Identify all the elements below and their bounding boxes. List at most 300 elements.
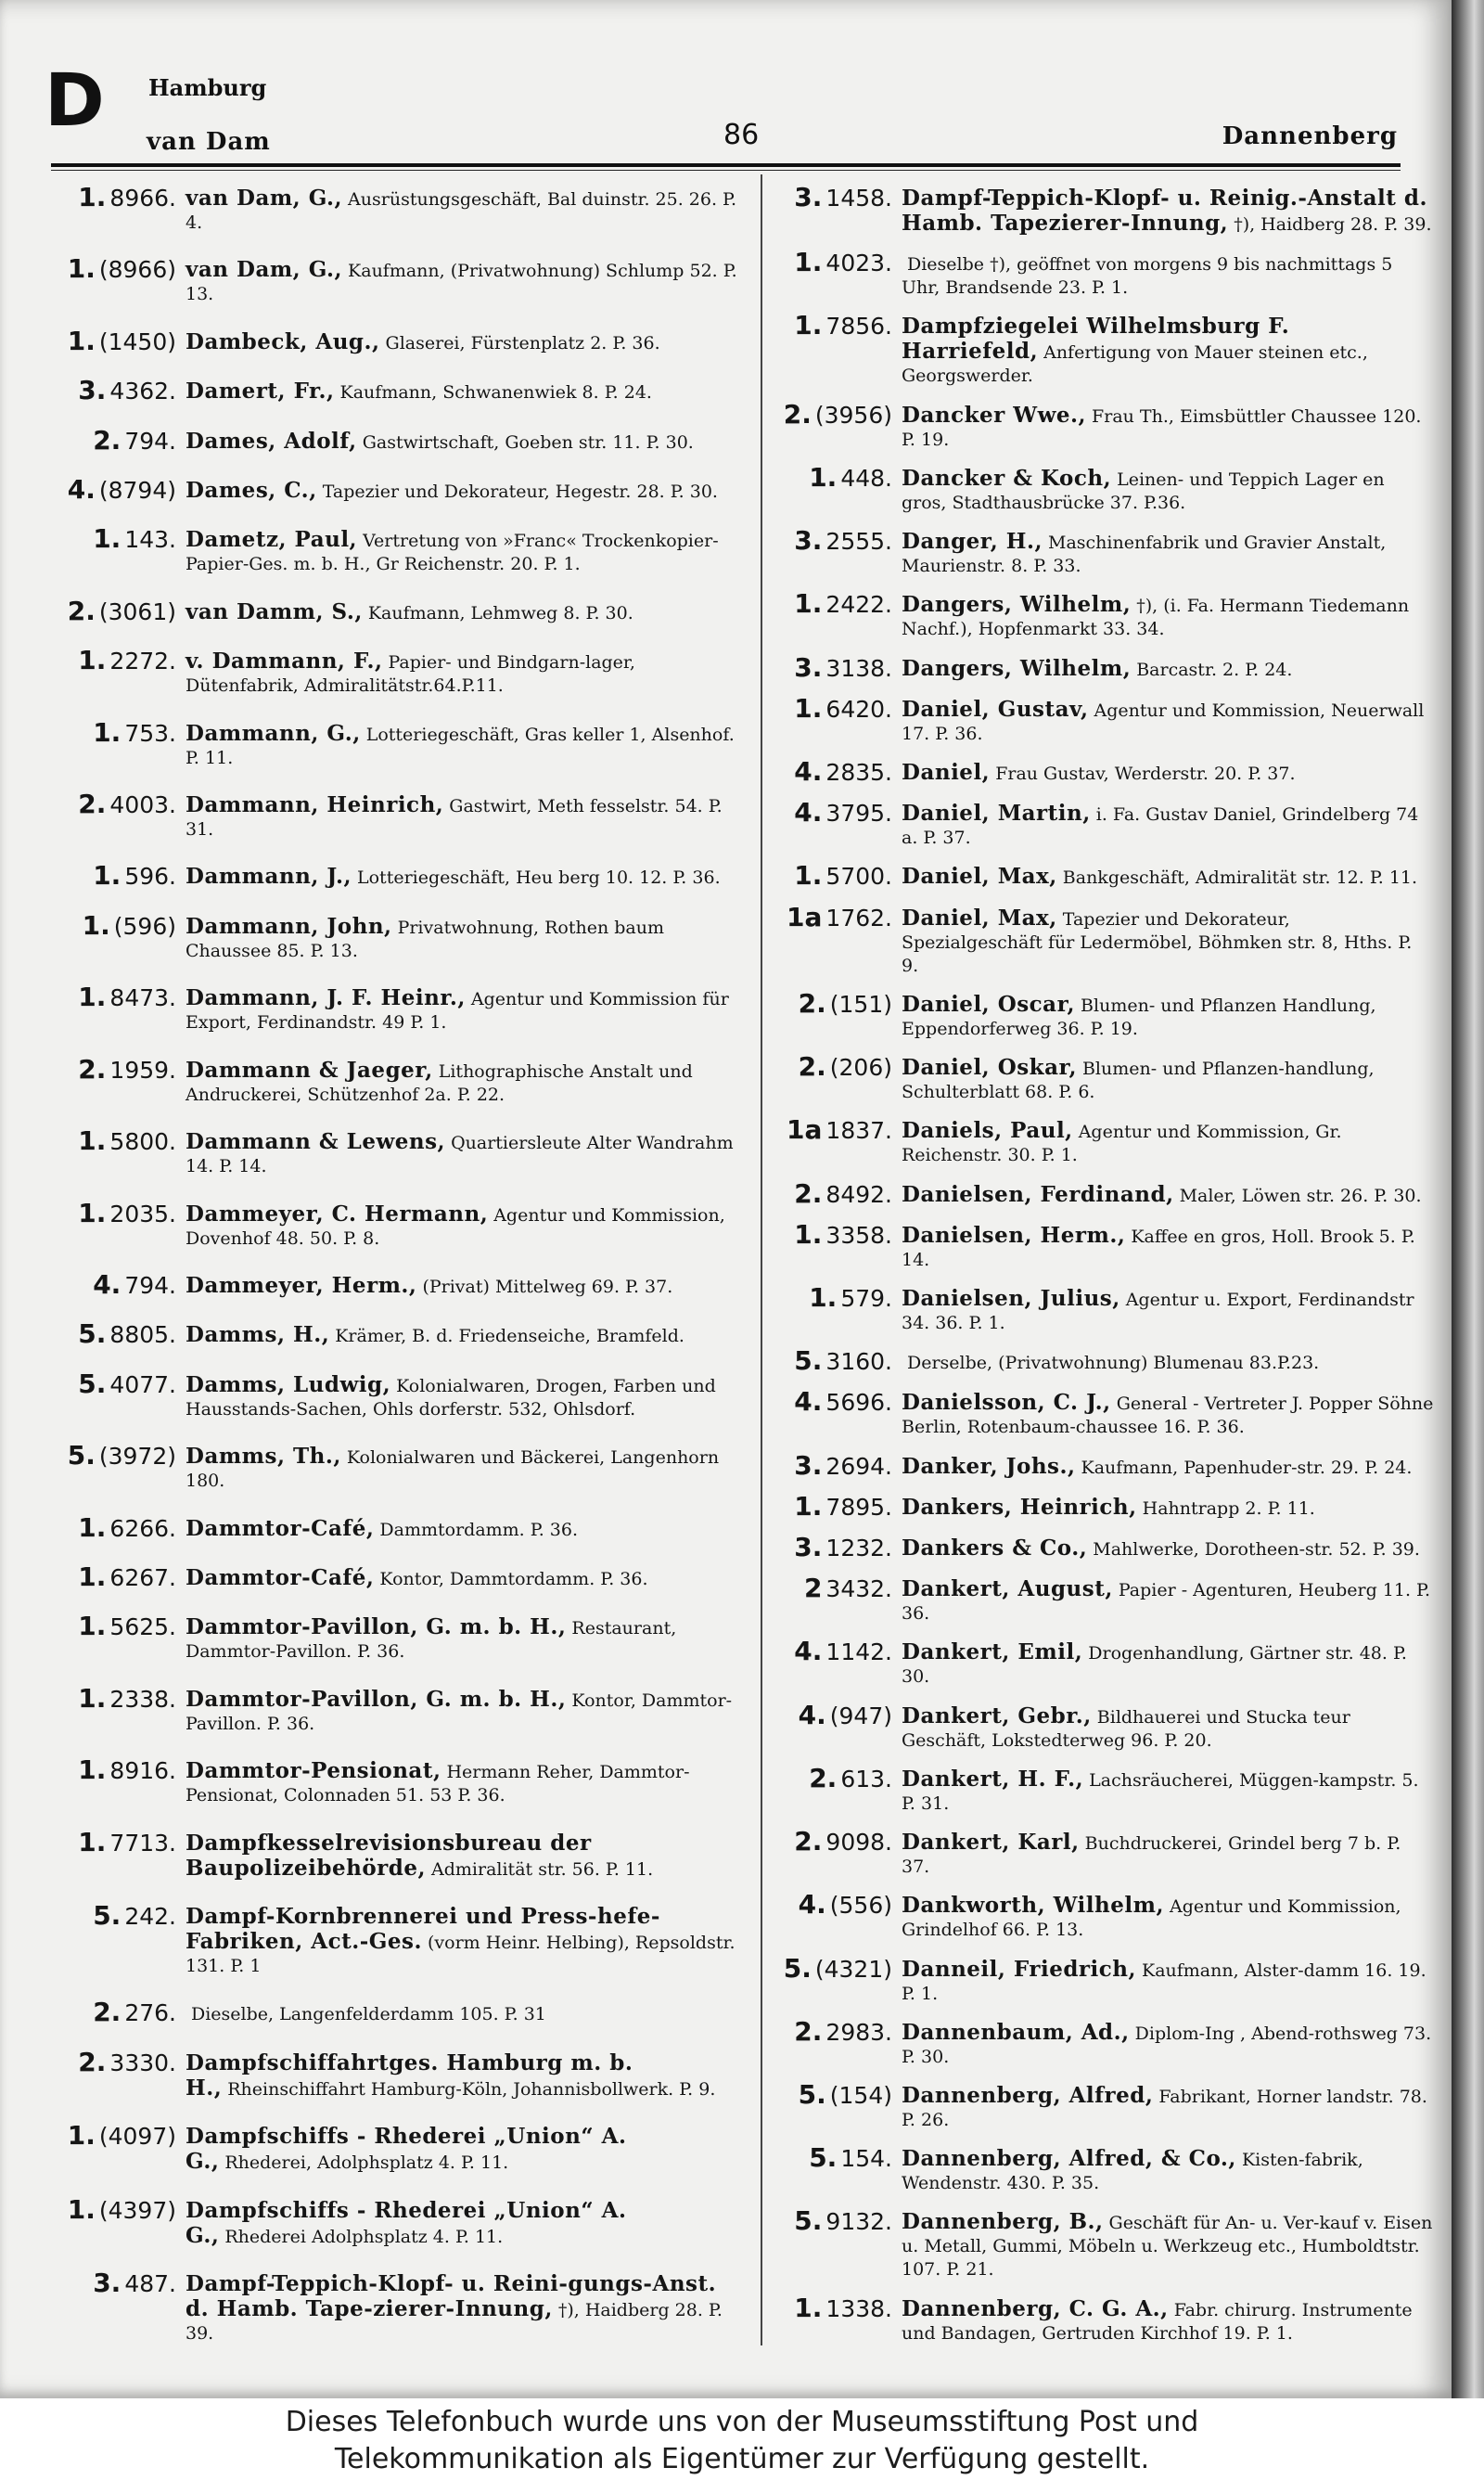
directory-entry xyxy=(774,1053,1434,1104)
subscriber-details: Papier- und Bindgarn-lager, Dütenfabrik, Admiralitätstr.64.P.11. xyxy=(186,652,635,697)
subscriber-name: Dampfschiffs - Rhederei „Union“ A. G., xyxy=(186,2124,627,2175)
line-number: 5700. xyxy=(825,863,892,891)
line-number: (4321) xyxy=(814,1955,892,1983)
line-number: 2983. xyxy=(825,2018,892,2046)
subscriber-details: Fabrikant, Horner landstr. 78. P. 26. xyxy=(902,2087,1427,2130)
entry-text xyxy=(186,328,740,355)
directory-entry xyxy=(774,2015,1434,2069)
phone-number xyxy=(50,1268,186,1300)
subscriber-details: Mahlwerke, Dorotheen-str. 52. P. 39. xyxy=(1093,1539,1420,1561)
line-number: 4077. xyxy=(109,1370,176,1398)
directory-entry xyxy=(50,2193,740,2249)
phone-number xyxy=(774,398,902,430)
phone-number xyxy=(774,1574,902,1603)
entry-text xyxy=(902,1702,1434,1753)
exchange-code: 2 xyxy=(803,1573,823,1604)
subscriber-name: Dametz, Paul, xyxy=(186,527,358,553)
directory-entry xyxy=(50,1682,740,1736)
entry-text xyxy=(902,2081,1434,2132)
directory-entry xyxy=(50,1320,740,1349)
phone-number xyxy=(774,2144,902,2173)
line-number: 448. xyxy=(840,464,892,492)
exchange-code: 5. xyxy=(93,1899,122,1931)
line-number: 794. xyxy=(124,1271,176,1299)
line-number: 613. xyxy=(840,1765,892,1793)
entry-text xyxy=(902,862,1434,890)
phone-number xyxy=(50,595,186,626)
phone-number xyxy=(50,1320,186,1349)
entry-text xyxy=(186,427,740,455)
subscriber-details: Hermann Reher, Dammtor-Pensionat, Colonnaden 51. 53 P. 36. xyxy=(186,1762,690,1806)
phone-number xyxy=(50,377,186,405)
running-head-left: van Dam xyxy=(147,128,271,156)
subscriber-name: Dampfziegelei Wilhelmsburg F. Harriefeld, xyxy=(902,314,1290,365)
exchange-code: 4. xyxy=(798,1889,826,1921)
subscriber-details: Tapezier und Dekorateur, Hegestr. 28. P. 30. xyxy=(322,482,718,503)
phone-number xyxy=(774,1449,902,1481)
entry-text xyxy=(186,1829,740,1882)
subscriber-name: Dambeck, Aug., xyxy=(186,328,380,354)
line-number: (4097) xyxy=(98,2123,176,2151)
phone-number xyxy=(774,1116,902,1145)
line-number: (8794) xyxy=(98,477,176,505)
subscriber-name: Daniel, Oskar, xyxy=(902,1055,1077,1081)
entry-text xyxy=(186,1613,740,1664)
section-letter: D xyxy=(45,59,105,143)
line-number: 242. xyxy=(124,1902,176,1930)
subscriber-name: Daniel, Gustav, xyxy=(902,696,1089,722)
subscriber-details: Glaserei, Fürstenplatz 2. P. 36. xyxy=(385,332,660,353)
subscriber-name: Daniel, xyxy=(902,759,991,785)
subscriber-name: Danger, H., xyxy=(902,529,1043,555)
exchange-code: 4. xyxy=(798,1699,826,1730)
entry-text xyxy=(902,590,1434,641)
phone-number xyxy=(774,590,902,619)
subscriber-details: Lotteriegeschäft, Gras keller 1, Alsenhof. P. 11. xyxy=(186,724,735,768)
line-number: 5800. xyxy=(109,1128,176,1156)
subscriber-details: Drogenhandlung, Gärtner str. 48. P. 30. xyxy=(902,1643,1407,1688)
exchange-code: 2. xyxy=(794,1177,823,1209)
entry-text xyxy=(902,758,1434,786)
entry-text xyxy=(186,862,740,890)
phone-number xyxy=(774,1534,902,1562)
directory-entry xyxy=(774,987,1434,1041)
entry-text xyxy=(186,2269,740,2345)
line-number: 7856. xyxy=(825,313,892,341)
directory-entry xyxy=(50,424,740,456)
subscriber-name: Daniels, Paul, xyxy=(902,1118,1073,1144)
phone-number xyxy=(774,312,902,341)
line-number: 1959. xyxy=(109,1056,176,1084)
directory-entry xyxy=(774,799,1434,850)
entry-text xyxy=(186,1370,740,1421)
directory-entry xyxy=(774,1490,1434,1522)
directory-entry xyxy=(774,1574,1434,1625)
subscriber-details: Papier - Agenturen, Heuberg 11. P. 36. xyxy=(902,1580,1431,1625)
phone-number xyxy=(50,1370,186,1399)
subscriber-name: Dannenberg, Alfred, xyxy=(902,2083,1154,2108)
entry-text xyxy=(186,1514,740,1542)
subscriber-details: †), Haidberg 28. P. 39. xyxy=(186,2300,723,2344)
line-number: 2555. xyxy=(825,528,892,556)
line-number: 1837. xyxy=(825,1117,892,1145)
phone-number xyxy=(774,1952,902,1984)
exchange-code: 2. xyxy=(783,398,812,430)
exchange-code: 1. xyxy=(794,247,823,278)
phone-number xyxy=(50,790,186,819)
directory-entry xyxy=(50,1197,740,1251)
subscriber-details: Maschinenfabrik und Gravier Anstalt, Maurienstr. 8. P. 33. xyxy=(902,533,1387,577)
footer-line-2: Telekommunikation als Eigentümer zur Verfügung gestellt. xyxy=(334,2443,1150,2475)
line-number: 276. xyxy=(124,1999,176,2027)
directory-entry xyxy=(774,755,1434,787)
line-number: (154) xyxy=(829,2082,892,2109)
entry-text xyxy=(186,912,740,963)
entry-text xyxy=(186,1056,740,1107)
entry-text xyxy=(902,1765,1434,1816)
exchange-code: 1. xyxy=(794,588,823,620)
entry-text xyxy=(186,1685,740,1736)
line-number: 6420. xyxy=(825,695,892,723)
subscriber-details: †), (i. Fa. Hermann Tiedemann Nachf.), Hopfenmarkt 33. 34. xyxy=(902,596,1410,640)
directory-entry xyxy=(774,249,1434,300)
phone-number xyxy=(774,1218,902,1250)
directory-entry xyxy=(50,2122,740,2175)
entry-text xyxy=(186,525,740,576)
subscriber-name: van Damm, S., xyxy=(186,598,363,624)
exchange-code: 2. xyxy=(78,1053,107,1085)
exchange-code: 4. xyxy=(93,1268,122,1300)
directory-entry xyxy=(50,255,740,306)
phone-number xyxy=(774,862,902,891)
entry-text xyxy=(902,1452,1434,1480)
exchange-code: 3. xyxy=(794,525,823,557)
subscriber-details: Rhederei, Adolphsplatz 4. P. 11. xyxy=(224,2152,509,2174)
phone-number xyxy=(50,1442,186,1471)
subscriber-name: Dammann, J. F. Heinr., xyxy=(186,985,466,1011)
exchange-code: 2. xyxy=(78,2046,107,2077)
phone-number xyxy=(50,476,186,505)
line-number: 4003. xyxy=(109,791,176,819)
phone-number xyxy=(774,461,902,493)
entry-text xyxy=(186,1902,740,1978)
subscriber-name: Daniel, Max, xyxy=(902,905,1057,931)
line-number: 8916. xyxy=(109,1757,176,1785)
entry-text xyxy=(902,1493,1434,1521)
directory-entry xyxy=(50,647,740,698)
subscriber-name: Dannenbaum, Ad., xyxy=(902,2019,1130,2045)
line-number: 4362. xyxy=(109,378,176,405)
subscriber-details: Lachsräucherei, Müggen-kampstr. 5. P. 31. xyxy=(902,1769,1419,1814)
phone-number xyxy=(50,2122,186,2151)
directory-entry xyxy=(50,1442,740,1493)
subscriber-details: Bildhauerei und Stucka teur Geschäft, Lokstedterweg 96. P. 20. xyxy=(902,1706,1350,1751)
subscriber-name: Dammtor-Pensionat, xyxy=(186,1758,441,1784)
exchange-code: 5. xyxy=(794,1345,823,1377)
subscriber-name: Dammtor-Café, xyxy=(186,1564,375,1590)
subscriber-name: Damms, Th., xyxy=(186,1444,341,1470)
exchange-code: 1. xyxy=(67,2193,96,2225)
subscriber-name: Danneil, Friedrich, xyxy=(902,1956,1136,1982)
directory-entry xyxy=(774,862,1434,891)
entry-text xyxy=(902,1284,1434,1335)
subscriber-name: Dampfschiffs - Rhederei „Union“ A. G., xyxy=(186,2197,627,2248)
entry-text xyxy=(186,377,740,405)
directory-entry xyxy=(774,1449,1434,1481)
line-number: 2272. xyxy=(109,648,176,675)
subscriber-details: Hahntrapp 2. P. 11. xyxy=(1142,1497,1315,1519)
directory-entry xyxy=(774,527,1434,578)
phone-number xyxy=(50,325,186,356)
entry-text xyxy=(902,312,1434,388)
phone-number xyxy=(50,424,186,456)
directory-entry xyxy=(774,1762,1434,1816)
directory-entry xyxy=(50,595,740,626)
exchange-code: 2. xyxy=(78,789,107,820)
book-edge xyxy=(1452,0,1484,2398)
subscriber-name: Dames, Adolf, xyxy=(186,428,357,454)
subscriber-name: Dannenberg, C. G. A., xyxy=(902,2295,1169,2321)
exchange-code: 2. xyxy=(93,1997,122,2028)
directory-entry xyxy=(50,1563,740,1592)
phone-number xyxy=(50,983,186,1012)
phone-number xyxy=(50,2046,186,2077)
subscriber-name: Dammann & Lewens, xyxy=(186,1129,446,1155)
phone-number xyxy=(774,1828,902,1857)
line-number: 3795. xyxy=(825,800,892,828)
phone-number xyxy=(774,1347,902,1376)
city-heading: Hamburg xyxy=(148,74,267,101)
phone-number xyxy=(50,2193,186,2225)
directory-entry xyxy=(774,1952,1434,2006)
entry-text xyxy=(902,401,1434,452)
exchange-code: 3. xyxy=(794,182,823,212)
line-number: 9098. xyxy=(825,1829,892,1857)
directory-entry xyxy=(50,325,740,356)
header-rule xyxy=(51,163,1401,167)
running-head-right: Dannenberg xyxy=(1222,122,1398,150)
entry-text xyxy=(902,1180,1434,1208)
exchange-code: 1. xyxy=(794,310,823,341)
subscriber-name: Dankers & Co., xyxy=(902,1536,1088,1561)
entry-text xyxy=(902,904,1434,978)
exchange-code: 4. xyxy=(794,797,823,829)
line-number: 3432. xyxy=(825,1575,892,1603)
entry-text xyxy=(902,2207,1434,2281)
subscriber-details: Kaufmann, Papenhuder-str. 29. P. 24. xyxy=(1081,1457,1413,1478)
directory-entry xyxy=(50,1998,740,2027)
subscriber-name: Dames, C., xyxy=(186,478,317,504)
subscriber-name: Dangers, Wilhelm, xyxy=(902,592,1132,618)
line-number: 1142. xyxy=(825,1638,892,1666)
directory-entry xyxy=(50,1899,740,1978)
entry-text xyxy=(902,2144,1434,2195)
entry-text xyxy=(902,1955,1434,2006)
entry-text xyxy=(902,799,1434,850)
entry-text xyxy=(186,1442,740,1493)
subscriber-name: Dampf-Teppich-Klopf- u. Reinig.-Anstalt d. Hamb. Tapezierer-Innung, xyxy=(902,186,1427,236)
directory-entry xyxy=(774,1218,1434,1272)
directory-entry xyxy=(774,2144,1434,2195)
subscriber-details: Kontor, Dammtordamm. P. 36. xyxy=(379,1568,648,1589)
phone-number xyxy=(774,1699,902,1730)
directory-entry xyxy=(774,2294,1434,2345)
directory-entry xyxy=(50,2269,740,2345)
line-number: 8805. xyxy=(109,1321,176,1349)
exchange-code: 1. xyxy=(78,1611,107,1642)
phone-number xyxy=(774,1177,902,1209)
subscriber-name: Dampf-Teppich-Klopf- u. Reini-gungs-Anst. d. Hamb. Tape-zierer-Innung, xyxy=(186,2271,717,2321)
directory-entry xyxy=(774,312,1434,388)
subscriber-details: Geschäft für An- u. Ver-kauf v. Eisen u. Metall, Gummi, Möbeln u. Werkzeug etc., Humboldtstr. 107. P. 21. xyxy=(902,2213,1433,2281)
subscriber-name: van Dam, G., xyxy=(186,257,343,283)
phone-number xyxy=(50,1511,186,1543)
entry-text xyxy=(186,2049,740,2101)
line-number: 2338. xyxy=(109,1685,176,1713)
phone-number xyxy=(50,909,186,941)
exchange-code: 1. xyxy=(93,523,122,555)
entry-text xyxy=(186,476,740,504)
line-number: (8966) xyxy=(98,256,176,284)
phone-number xyxy=(50,1682,186,1714)
exchange-code: 1. xyxy=(93,716,122,748)
phone-number xyxy=(50,2269,186,2298)
directory-entry xyxy=(50,1053,740,1107)
line-number: 2035. xyxy=(109,1200,176,1227)
directory-entry xyxy=(774,1388,1434,1439)
directory-entry xyxy=(774,1177,1434,1209)
subscriber-name: Danielsen, Julius, xyxy=(902,1285,1120,1311)
line-number: 753. xyxy=(124,719,176,747)
subscriber-name: Dampf-Kornbrennerei und Press-hefe-Fabriken, Act.-Ges. xyxy=(186,1903,660,1954)
subscriber-details: Diplom-Ing , Abend-rothsweg 73. P. 30. xyxy=(902,2023,1432,2067)
subscriber-details: Kaufmann, Schwanenwiek 8. P. 24. xyxy=(339,382,652,404)
directory-entry xyxy=(774,1347,1434,1376)
line-number: 8473. xyxy=(109,984,176,1012)
subscriber-details: Fabr. chirurg. Instrumente und Bandagen, Gertruden Kirchhof 19. P. 1. xyxy=(902,2299,1413,2344)
directory-entry xyxy=(50,525,740,576)
line-number: 3160. xyxy=(825,1348,892,1376)
directory-entry xyxy=(774,461,1434,515)
line-number: 5696. xyxy=(825,1389,892,1417)
entry-text xyxy=(186,790,740,842)
line-number: (1450) xyxy=(98,328,176,355)
exchange-code: 5. xyxy=(78,1318,107,1350)
line-number: 2422. xyxy=(825,591,892,619)
exchange-code: 1. xyxy=(809,461,838,493)
exchange-code: 2. xyxy=(794,1826,823,1857)
right-column xyxy=(774,184,1434,2345)
line-number: (3972) xyxy=(98,1443,176,1471)
directory-entry xyxy=(774,692,1434,746)
phone-number xyxy=(50,1127,186,1156)
subscriber-name: Daniel, Max, xyxy=(902,864,1057,890)
line-number: 7895. xyxy=(825,1493,892,1521)
subscriber-name: Danielsen, Ferdinand, xyxy=(902,1181,1174,1207)
phone-number xyxy=(50,255,186,284)
exchange-code: 2. xyxy=(794,2015,823,2047)
line-number: 7713. xyxy=(109,1829,176,1857)
subscriber-details: Lotteriegeschäft, Heu berg 10. 12. P. 36. xyxy=(357,867,721,889)
phone-number xyxy=(774,249,902,277)
subscriber-name: Dannenberg, Alfred, & Co., xyxy=(902,2146,1236,2172)
line-number: (206) xyxy=(829,1054,892,1082)
line-number: 1458. xyxy=(825,185,892,212)
subscriber-name: Dampfschiffahrtges. Hamburg m. b. H., xyxy=(186,2050,633,2101)
directory-entry xyxy=(774,1699,1434,1753)
phone-number xyxy=(774,1762,902,1793)
line-number: 4023. xyxy=(825,250,892,277)
subscriber-details: †), Haidberg 28. P. 39. xyxy=(1234,214,1432,235)
exchange-code: 4. xyxy=(67,474,96,506)
subscriber-details: Krämer, B. d. Friedenseiche, Bramfeld. xyxy=(335,1326,684,1347)
directory-entry xyxy=(50,983,740,1034)
column-divider xyxy=(761,174,762,2345)
exchange-code: 1. xyxy=(67,325,96,356)
subscriber-details: Agentur und Kommission, Grindelhof 66. P. 13. xyxy=(902,1896,1401,1941)
subscriber-details: Dieselbe †), geöffnet von morgens 9 bis nachmittags 5 Uhr, Brandsende 23. P. 1. xyxy=(902,254,1393,299)
exchange-code: 2. xyxy=(809,1762,838,1793)
directory-entry xyxy=(774,1638,1434,1689)
phone-number xyxy=(774,987,902,1019)
directory-entry xyxy=(774,1891,1434,1942)
subscriber-details: Kolonialwaren, Drogen, Farben und Hausstands-Sachen, Ohls dorferstr. 532, Ohlsdorf. xyxy=(186,1375,716,1420)
line-number: 596. xyxy=(124,863,176,891)
entry-text xyxy=(186,647,740,698)
exchange-code: 1. xyxy=(78,1511,107,1543)
line-number: 579. xyxy=(840,1284,892,1312)
line-number: 1232. xyxy=(825,1535,892,1562)
subscriber-details: Restaurant, Dammtor-Pavillon. P. 36. xyxy=(186,1618,677,1663)
exchange-code: 1. xyxy=(78,1561,107,1592)
exchange-code: 1. xyxy=(67,253,96,285)
subscriber-details: Buchdruckerei, Grindel berg 7 b. P. 37. xyxy=(902,1833,1401,1878)
directory-entry xyxy=(774,901,1434,978)
subscriber-details: Leinen- und Teppich Lager en gros, Stadthausbrücke 37. P.36. xyxy=(902,469,1385,513)
subscriber-details: Lithographische Anstalt und Andruckerei, Schützenhof 2a. P. 22. xyxy=(186,1060,693,1105)
subscriber-details: Kaufmann, Alster-damm 16. 19. P. 1. xyxy=(902,1960,1426,2004)
directory-entry xyxy=(774,1828,1434,1879)
subscriber-details: Rhederei Adolphsplatz 4. P. 11. xyxy=(224,2226,504,2247)
left-column xyxy=(50,184,740,2345)
directory-entry xyxy=(774,651,1434,683)
exchange-code: 3. xyxy=(794,651,823,683)
directory-entry xyxy=(50,1511,740,1543)
entry-text xyxy=(186,983,740,1034)
directory-entry xyxy=(50,1268,740,1300)
subscriber-name: Damert, Fr., xyxy=(186,379,335,405)
subscriber-name: Dammtor-Pavillon, G. m. b. H., xyxy=(186,1686,567,1712)
line-number: 6266. xyxy=(109,1514,176,1542)
phone-number xyxy=(50,647,186,675)
subscriber-name: Dammann, G., xyxy=(186,720,361,746)
exchange-code: 1. xyxy=(809,1281,838,1313)
line-number: 154. xyxy=(840,2145,892,2173)
line-number: (556) xyxy=(829,1892,892,1920)
exchange-code: 1. xyxy=(794,1490,823,1522)
directory-entry xyxy=(50,862,740,891)
entry-text xyxy=(902,527,1434,578)
phone-number xyxy=(774,755,902,787)
subscriber-name: van Dam, G., xyxy=(186,186,343,211)
line-number: 143. xyxy=(124,526,176,554)
subscriber-details: Gastwirt, Meth fesselstr. 54. P. 31. xyxy=(186,796,723,841)
line-number: (151) xyxy=(829,990,892,1018)
exchange-code: 1. xyxy=(82,909,110,941)
exchange-code: 2. xyxy=(798,987,826,1019)
phone-number xyxy=(50,1613,186,1641)
exchange-code: 2. xyxy=(798,1051,826,1083)
